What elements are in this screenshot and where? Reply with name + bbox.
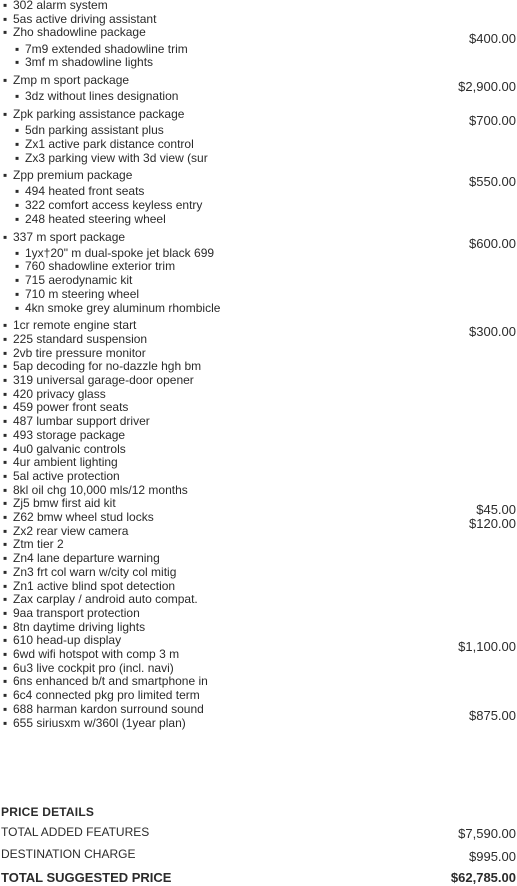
bullet-icon: ▪ (15, 300, 20, 315)
feature-text: 6wd wifi hotspot with comp 3 m (13, 647, 180, 661)
bullet-icon: ▪ (3, 455, 8, 470)
bullet-icon: ▪ (3, 496, 8, 511)
sub-feature-item (15, 137, 194, 151)
feature-text: Zpk parking assistance package (13, 106, 185, 121)
feature-text: 6ns enhanced b/t and smartphone in (13, 674, 208, 689)
bullet-icon: ▪ (15, 259, 20, 274)
feature-text: 4kn smoke grey aluminum rhombicle (25, 300, 221, 315)
total-suggested-price-value: $62,785.00 (450, 870, 516, 885)
feature-price: $600.00 (469, 235, 516, 251)
feature-text: Ztm tier 2 (13, 537, 64, 552)
feature-text: Zn3 frt col warn w/city col mitig (13, 564, 177, 579)
feature-text: 337 m sport package (13, 229, 126, 244)
feature-item (3, 107, 184, 121)
feature-text: Zmp m sport package (13, 73, 130, 87)
bullet-icon: ▪ (15, 41, 20, 56)
destination-charge-value: $995.00 (469, 849, 516, 864)
sub-feature-item (15, 184, 144, 198)
feature-text: 688 harman kardon surround sound (13, 701, 204, 716)
feature-item (3, 551, 160, 565)
feature-item (3, 661, 174, 675)
feature-item (3, 606, 140, 620)
bullet-icon: ▪ (3, 605, 8, 620)
feature-text: 5ap decoding for no-dazzle hgh bm (13, 359, 202, 374)
feature-item (3, 565, 176, 579)
feature-price: $45.00 (476, 502, 516, 518)
sub-feature-item (15, 212, 166, 226)
total-added-features-value: $7,590.00 (458, 826, 516, 841)
feature-text: 2vb tire pressure monitor (13, 345, 146, 360)
feature-text: 6c4 connected pkg pro limited term (13, 688, 200, 703)
feature-item (3, 359, 201, 373)
bullet-icon: ▪ (15, 123, 20, 138)
feature-text: 1cr remote engine start (13, 318, 137, 333)
bullet-icon: ▪ (15, 198, 20, 213)
bullet-icon: ▪ (3, 482, 8, 497)
bullet-icon: ▪ (15, 150, 20, 165)
feature-text: 459 power front seats (13, 400, 129, 415)
feature-item (3, 469, 120, 483)
bullet-icon: ▪ (3, 647, 8, 661)
feature-item (3, 633, 121, 647)
sub-feature-item (15, 259, 175, 273)
feature-text: 5al active protection (13, 468, 120, 483)
feature-item (3, 455, 118, 469)
total-suggested-price-label: TOTAL SUGGESTED PRICE (1, 870, 172, 885)
feature-item (3, 702, 204, 716)
feature-text: 3dz without lines designation (25, 89, 179, 104)
feature-text: Zx3 parking view with 3d view (sur (25, 150, 208, 165)
feature-text: 710 m steering wheel (25, 286, 140, 301)
feature-text: 5as active driving assistant (13, 11, 157, 26)
feature-item (3, 674, 208, 688)
feature-text: Z62 bmw wheel stud locks (13, 510, 154, 524)
feature-price: $400.00 (469, 31, 516, 47)
feature-item (3, 428, 125, 442)
feature-item (3, 592, 198, 606)
feature-text: Zx2 rear view camera (13, 523, 129, 538)
feature-price: $700.00 (469, 112, 516, 128)
feature-text: 8tn daytime driving lights (13, 619, 146, 634)
bullet-icon: ▪ (3, 523, 8, 538)
bullet-icon: ▪ (3, 331, 8, 346)
feature-price: $550.00 (469, 174, 516, 190)
feature-item (3, 688, 200, 702)
total-added-features-label: TOTAL ADDED FEATURES (1, 825, 150, 839)
bullet-icon: ▪ (3, 551, 8, 566)
bullet-icon: ▪ (3, 359, 8, 374)
bullet-icon: ▪ (3, 373, 8, 387)
bullet-icon: ▪ (3, 633, 8, 648)
feature-text: 248 heated steering wheel (25, 211, 166, 226)
feature-text: Zn1 active blind spot detection (13, 578, 176, 593)
sub-feature-item (15, 151, 208, 165)
feature-item (3, 524, 128, 538)
feature-item (3, 373, 194, 387)
feature-item (3, 442, 126, 456)
feature-text: 9aa transport protection (13, 605, 140, 620)
feature-text: Zj5 bmw first aid kit (13, 496, 116, 511)
sub-feature-item (15, 89, 178, 103)
feature-item (3, 318, 136, 332)
bullet-icon: ▪ (15, 273, 20, 288)
feature-text: 420 privacy glass (13, 386, 106, 401)
bullet-icon: ▪ (15, 55, 20, 70)
feature-text: Zpp premium package (13, 168, 133, 183)
bullet-icon: ▪ (3, 168, 8, 183)
feature-item (3, 346, 146, 360)
feature-text: Zax carplay / android auto compat. (13, 592, 198, 607)
bullet-icon: ▪ (3, 592, 8, 607)
bullet-icon: ▪ (3, 537, 8, 552)
bullet-icon: ▪ (3, 25, 8, 40)
feature-item (3, 0, 108, 12)
feature-item (3, 414, 150, 428)
bullet-icon: ▪ (3, 715, 8, 730)
sub-feature-item (15, 287, 139, 301)
bullet-icon: ▪ (3, 441, 8, 456)
feature-text: Zx1 active park distance control (25, 136, 194, 151)
bullet-icon: ▪ (15, 286, 20, 301)
sub-feature-item (15, 246, 214, 260)
feature-price: $1,100.00 (458, 639, 516, 655)
feature-text: 7m9 extended shadowline trim (25, 41, 188, 56)
bullet-icon: ▪ (3, 11, 8, 26)
bullet-icon: ▪ (3, 660, 8, 675)
sub-feature-item (15, 42, 188, 56)
bullet-icon: ▪ (15, 184, 20, 199)
bullet-icon: ▪ (15, 211, 20, 226)
bullet-icon: ▪ (3, 400, 8, 415)
sub-feature-item (15, 198, 202, 212)
feature-item (3, 168, 132, 182)
sub-feature-item (15, 123, 164, 137)
feature-item (3, 716, 186, 730)
feature-text: 6u3 live cockpit pro (incl. navi) (13, 660, 174, 675)
feature-item (3, 230, 125, 244)
feature-item (3, 483, 188, 497)
feature-price: $875.00 (469, 707, 516, 723)
bullet-icon: ▪ (3, 688, 8, 703)
feature-text: 319 universal garage-door opener (13, 373, 194, 387)
bullet-icon: ▪ (3, 468, 8, 483)
destination-charge-label: DESTINATION CHARGE (1, 847, 136, 861)
bullet-icon: ▪ (3, 0, 8, 12)
price-details-heading: PRICE DETAILS (1, 805, 95, 819)
bullet-icon: ▪ (3, 318, 8, 333)
bullet-icon: ▪ (3, 701, 8, 716)
bullet-icon: ▪ (3, 106, 8, 121)
feature-text: 1yx†20" m dual-spoke jet black 699 (25, 245, 215, 260)
feature-text: Zho shadowline package (13, 25, 146, 40)
bullet-icon: ▪ (3, 414, 8, 429)
feature-text: 3mf m shadowline lights (25, 55, 154, 70)
bullet-icon: ▪ (3, 578, 8, 593)
feature-text: 655 siriusxm w/360l (1year plan) (13, 715, 186, 730)
feature-item (3, 387, 106, 401)
feature-item (3, 12, 156, 26)
feature-item (3, 579, 175, 593)
sub-feature-item (15, 273, 132, 287)
feature-text: 302 alarm system (13, 0, 108, 12)
bullet-icon: ▪ (3, 674, 8, 689)
feature-item (3, 400, 128, 414)
bullet-icon: ▪ (3, 73, 8, 87)
bullet-icon: ▪ (3, 619, 8, 634)
feature-item (3, 510, 154, 524)
feature-text: 487 lumbar support driver (13, 414, 150, 429)
sub-feature-item (15, 55, 153, 69)
feature-text: 494 heated front seats (25, 184, 145, 199)
feature-item (3, 332, 147, 346)
feature-text: 4ur ambient lighting (13, 455, 118, 470)
feature-item (3, 25, 146, 39)
feature-text: 5dn parking assistant plus (25, 123, 164, 138)
feature-text: 760 shadowline exterior trim (25, 259, 176, 274)
bullet-icon: ▪ (3, 345, 8, 360)
feature-text: 225 standard suspension (13, 331, 148, 346)
feature-text: 322 comfort access keyless entry (25, 198, 203, 213)
bullet-icon: ▪ (3, 510, 8, 524)
bullet-icon: ▪ (3, 427, 8, 442)
feature-item (3, 620, 145, 634)
bullet-icon: ▪ (15, 245, 20, 260)
feature-text: Zn4 lane departure warning (13, 551, 160, 566)
feature-text: 8kl oil chg 10,000 mls/12 months (13, 482, 188, 497)
feature-item (3, 537, 64, 551)
feature-text: 610 head-up display (13, 633, 122, 648)
bullet-icon: ▪ (15, 136, 20, 151)
bullet-icon: ▪ (3, 229, 8, 244)
feature-text: 715 aerodynamic kit (25, 273, 133, 288)
sub-feature-item (15, 301, 220, 315)
bullet-icon: ▪ (15, 89, 20, 104)
feature-price: $2,900.00 (458, 79, 516, 94)
feature-item (3, 496, 116, 510)
feature-item (3, 647, 179, 661)
feature-price: $120.00 (469, 516, 516, 531)
feature-text: 4u0 galvanic controls (13, 441, 126, 456)
feature-item (3, 73, 129, 87)
feature-price: $300.00 (469, 324, 516, 340)
bullet-icon: ▪ (3, 564, 8, 579)
bullet-icon: ▪ (3, 386, 8, 401)
feature-text: 493 storage package (13, 427, 126, 442)
